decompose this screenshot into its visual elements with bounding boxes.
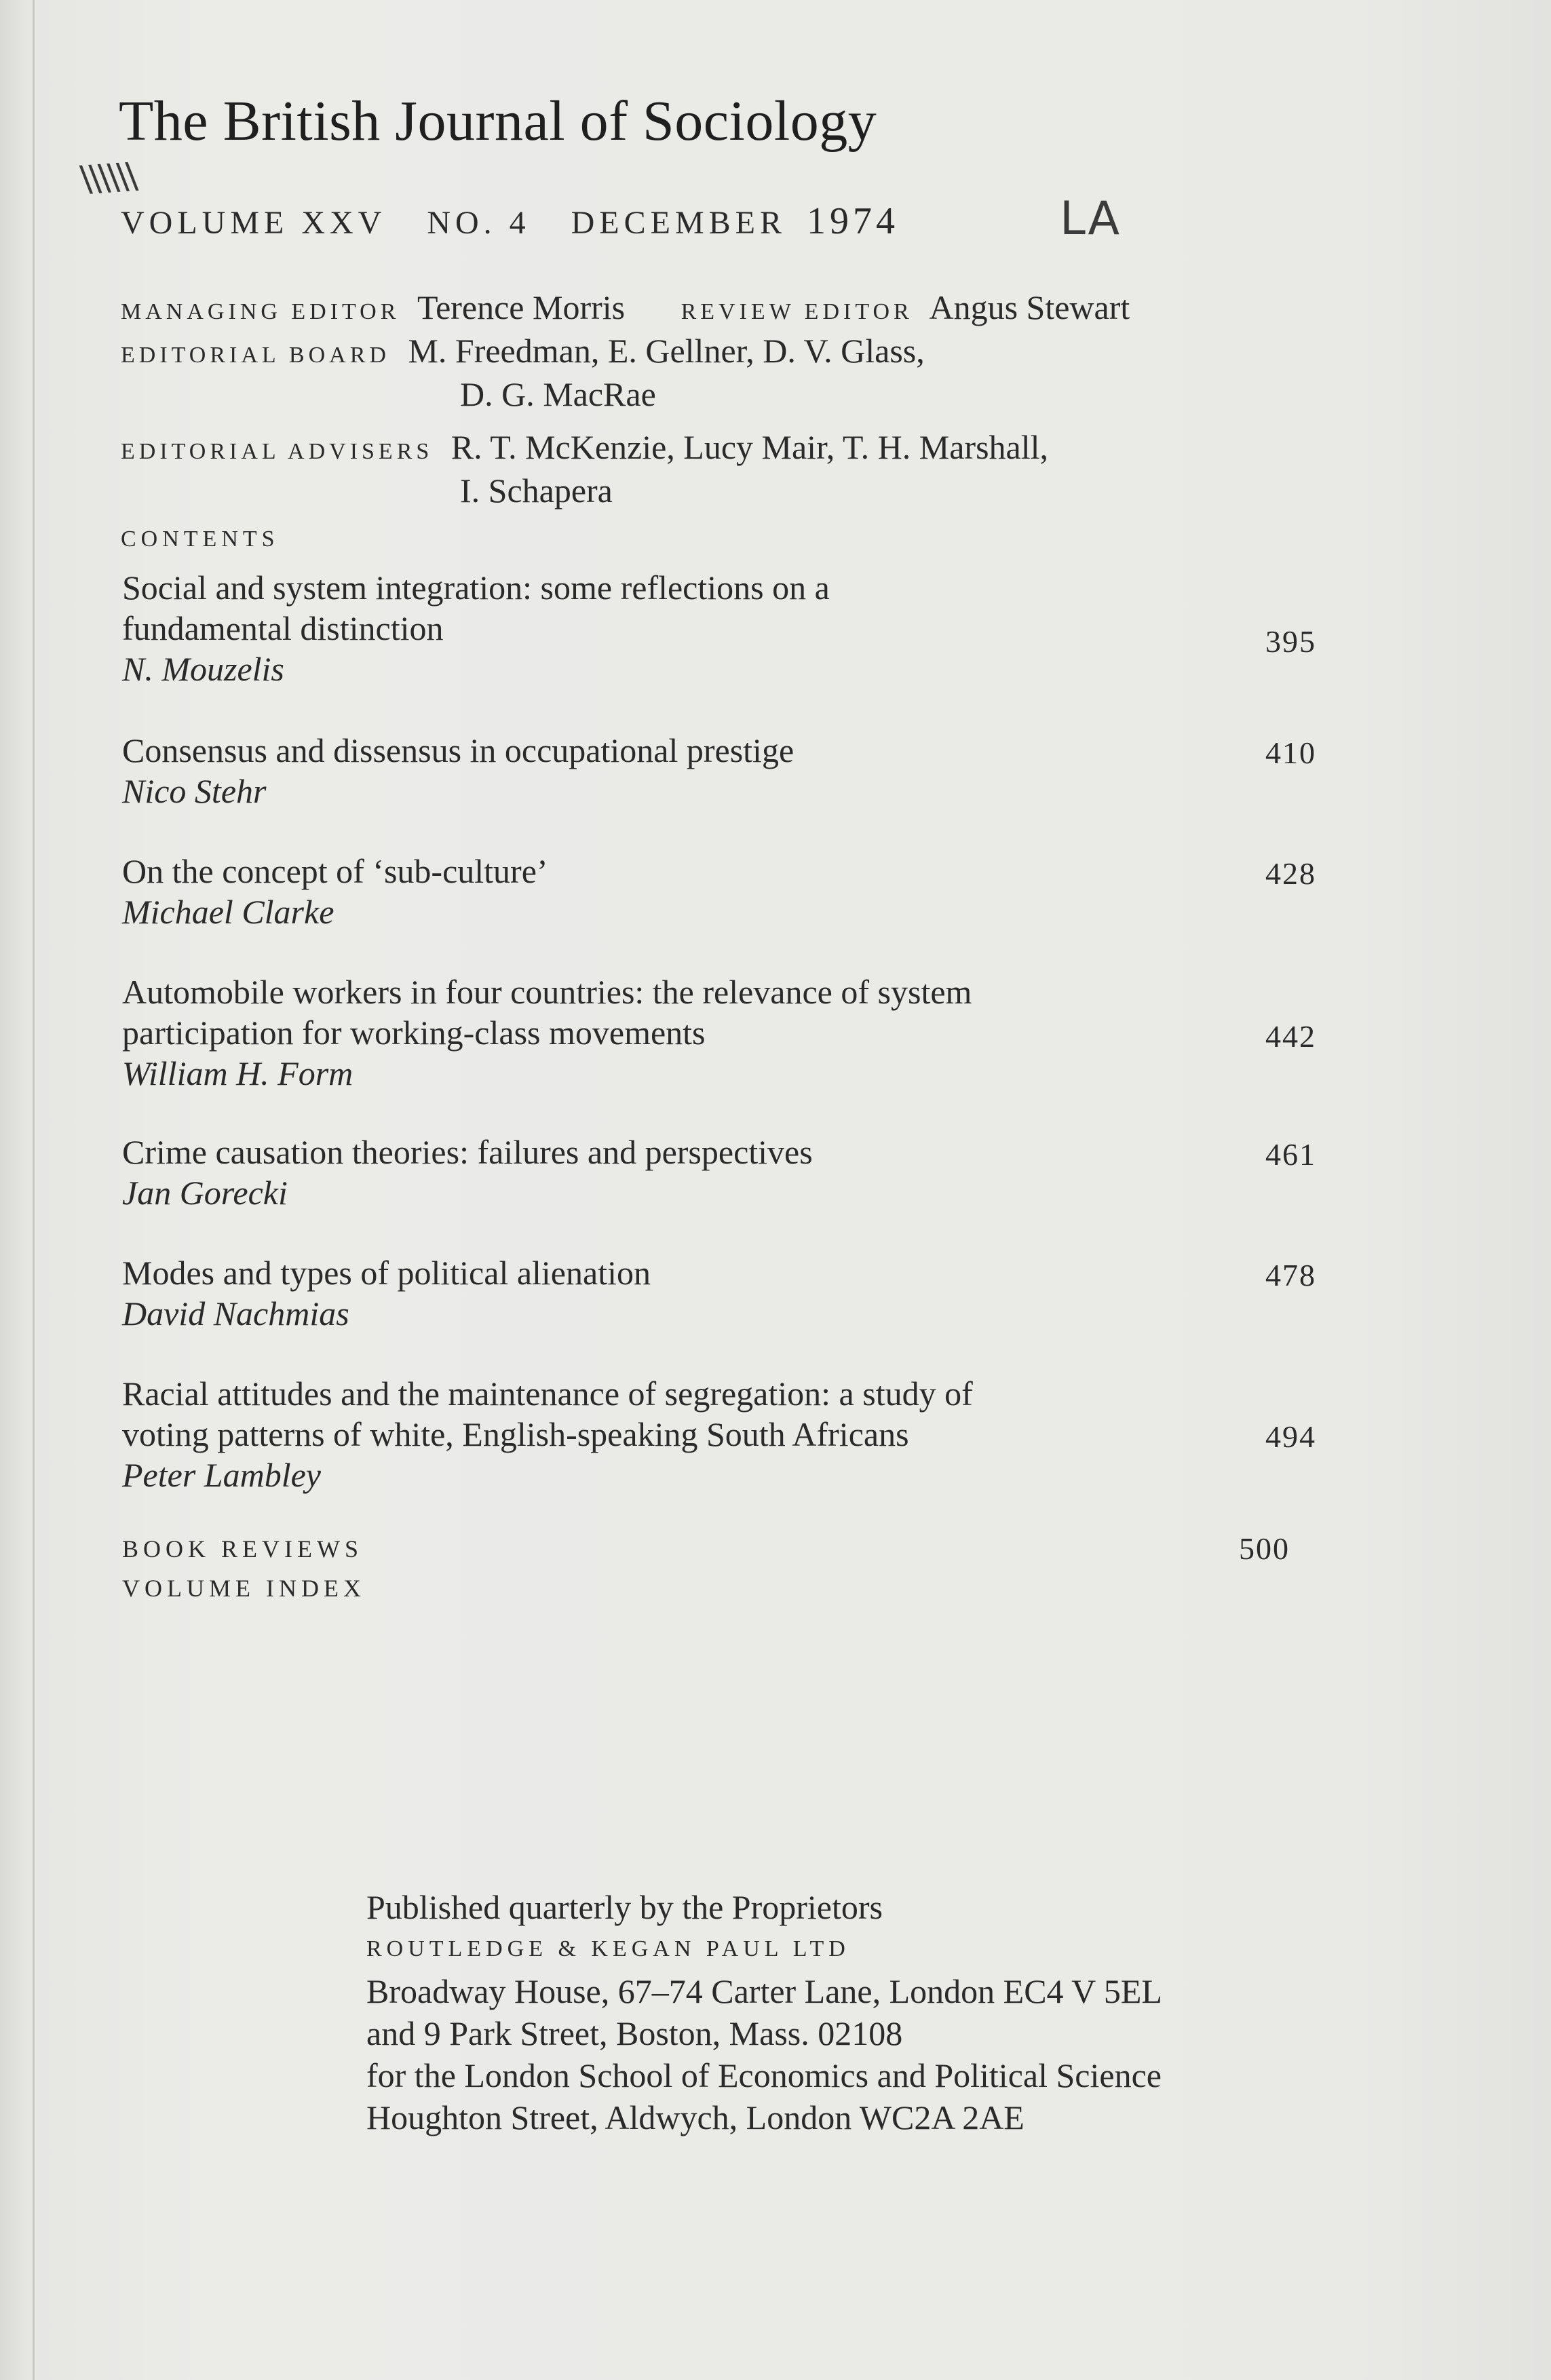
review-editor: Angus Stewart <box>929 288 1130 326</box>
toc-author: Peter Lambley <box>122 1456 321 1494</box>
handwritten-mark-top: \\\\\\ <box>79 155 137 200</box>
toc-item <box>122 1132 1316 1213</box>
volume-index: VOLUME INDEX <box>122 1575 366 1602</box>
toc-title-line: voting patterns of white, English-speaking South Africans <box>122 1415 909 1453</box>
book-reviews: BOOK REVIEWS <box>122 1535 363 1562</box>
toc-title-line: participation for working-class movements <box>122 1014 706 1052</box>
editorial-board-names-2: D. G. MacRae <box>460 375 656 413</box>
toc-item <box>122 567 1316 689</box>
book-reviews-page: 500 <box>1239 1531 1290 1566</box>
review-editor-label: REVIEW EDITOR <box>681 299 913 324</box>
toc-author: Michael Clarke <box>122 893 334 931</box>
toc-page: 478 <box>1265 1258 1316 1292</box>
toc-page: 494 <box>1265 1419 1316 1454</box>
toc-title-line: Modes and types of political alienation <box>122 1254 651 1292</box>
issue-month: DECEMBER <box>571 205 786 241</box>
editorial-board-label: EDITORIAL BOARD <box>121 343 390 368</box>
toc-item <box>122 851 1316 932</box>
journal-title: The British Journal of Sociology <box>119 90 877 153</box>
editorial-board-names-1: M. Freedman, E. Gellner, D. V. Glass, <box>408 332 925 370</box>
toc-author: William H. Form <box>122 1054 353 1092</box>
publisher-line: for the London School of Economics and Political Science <box>366 2056 1162 2094</box>
toc-author: Nico Stehr <box>122 772 267 810</box>
toc-author: N. Mouzelis <box>122 650 284 688</box>
toc-title-line: On the concept of ‘sub-culture’ <box>122 852 548 890</box>
publisher-line: and 9 Park Street, Boston, Mass. 02108 <box>366 2014 903 2052</box>
toc-title-line: Consensus and dissensus in occupational prestige <box>122 731 794 769</box>
publisher-name: ROUTLEDGE & KEGAN PAUL LTD <box>366 1936 850 1961</box>
editorial-advisers-label: EDITORIAL ADVISERS <box>121 439 434 464</box>
toc-author: David Nachmias <box>122 1294 349 1332</box>
publisher-line: Published quarterly by the Proprietors <box>366 1888 883 1926</box>
toc-item <box>122 972 1316 1094</box>
toc-page: 442 <box>1265 1019 1316 1054</box>
volume: VOLUME XXV <box>121 205 387 241</box>
toc-title-line: Crime causation theories: failures and perspectives <box>122 1133 813 1171</box>
publisher-block <box>366 1886 1162 2138</box>
publisher-line: Houghton Street, Aldwych, London WC2A 2AE <box>366 2098 1025 2136</box>
toc-title-line: fundamental distinction <box>122 609 444 647</box>
managing-editor-line <box>121 288 1130 327</box>
contents-heading: CONTENTS <box>121 526 280 552</box>
editorial-advisers-names-2: I. Schapera <box>460 472 613 510</box>
toc-item <box>122 730 1316 811</box>
toc-page: 395 <box>1265 624 1316 659</box>
toc-item <box>122 1373 1316 1495</box>
issue-line <box>121 199 932 243</box>
toc-title-line: Automobile workers in four countries: the relevance of system <box>122 973 972 1011</box>
editorial-advisers-names-1: R. T. McKenzie, Lucy Mair, T. H. Marshall, <box>451 428 1048 466</box>
toc-page: 461 <box>1265 1137 1316 1172</box>
binding-edge <box>33 0 35 2380</box>
toc-item <box>122 1252 1316 1334</box>
editorial-advisers-line <box>121 427 1048 467</box>
publisher-line: Broadway House, 67–74 Carter Lane, London EC4 V 5EL <box>366 1972 1162 2010</box>
handwritten-mark-right: LA <box>1060 192 1121 246</box>
toc-title-line: Racial attitudes and the maintenance of segregation: a study of <box>122 1375 973 1413</box>
toc-author: Jan Gorecki <box>122 1174 288 1212</box>
issue-number: NO. 4 <box>427 205 531 241</box>
managing-editor: Terence Morris <box>417 288 626 326</box>
toc-title-line: Social and system integration: some reflections on a <box>122 569 830 607</box>
toc-page: 410 <box>1265 735 1316 770</box>
toc-page: 428 <box>1265 856 1316 891</box>
editorial-board-line <box>121 331 925 370</box>
issue-year: 1974 <box>807 200 899 242</box>
managing-editor-label: MANAGING EDITOR <box>121 299 400 324</box>
